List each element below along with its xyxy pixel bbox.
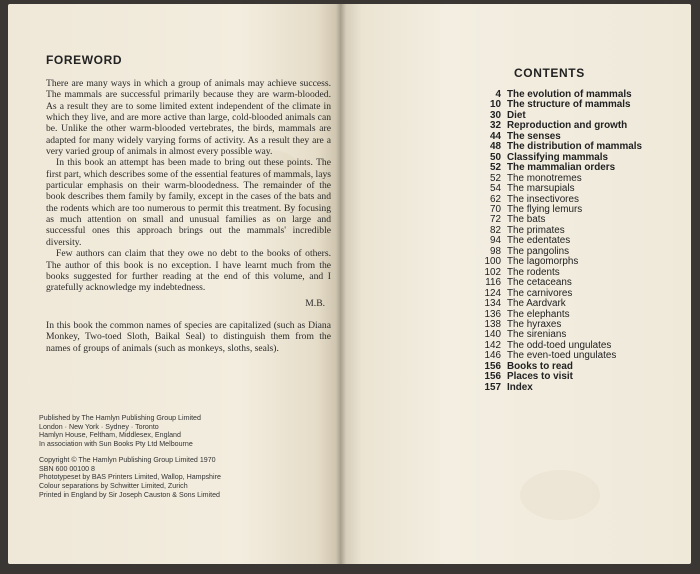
contents-entry-title: The distribution of mammals: [507, 141, 642, 153]
contents-entry-title: The even-toed ungulates: [507, 350, 617, 362]
sbn-line: SBN 600 00100 8: [39, 464, 96, 473]
contents-entry: [463, 299, 683, 309]
contents-entry: [463, 184, 683, 194]
foreword-paragraph: Few authors can claim that they owe no debt to the books of others. The author of this book is no exception. I have learnt much from the books suggested for further reading at the end of this volume, and I gratefully acknowledge my indebtedness.: [46, 248, 331, 294]
copyright-line: Copyright © The Hamlyn Publishing Group Limited 1970: [39, 455, 216, 464]
foreword-body: [46, 78, 331, 354]
contents-entry-title: The evolution of mammals: [507, 89, 632, 100]
contents-page-number: 82: [490, 224, 501, 236]
contents-page-number: 32: [490, 120, 501, 132]
contents-entry-title: The primates: [507, 224, 565, 236]
imprint-line: Printed in England by Sir Joseph Causton & Sons Limited: [39, 490, 220, 499]
contents-page-number: 156: [484, 360, 501, 372]
contents-entry-title: Reproduction and growth: [507, 120, 628, 132]
book-gutter: [336, 4, 346, 564]
foreword-paragraph: There are many ways in which a group of animals may achieve success. The mammals are successful primarily because they are warm-blooded. As a result they are to some limited extent independent of the climate in which they live, and are more active than large, cold-blooded animals can be. Unlike the other warm-blooded vertebrates, the birds, mammals are adapted for many widely varying forms of activity. As a result they are a very varied group of animals in almost every possible way.: [46, 78, 331, 158]
foreword-paragraph: In this book an attempt has been made to bring out these points. The first part, which describes some of the essential features of mammals, lays particular emphasis on their warm-bloodedness. The remainder of the book describes them family by family, except in the cases of the bats and the rodents which are too numerous to permit this treatment. By focusing as much attention on small and unusual families as on large and successful ones this approach brings out the mammals' incredible diversity.: [46, 157, 331, 248]
contents-entry-title: The bats: [507, 214, 546, 226]
contents-entry-title: Diet: [507, 109, 526, 121]
contents-entry-title: The structure of mammals: [507, 99, 631, 111]
contents-title: CONTENTS: [514, 66, 585, 80]
contents-page-number: 98: [490, 245, 501, 257]
contents-page-number: 100: [484, 256, 501, 268]
foreword-title: FOREWORD: [46, 53, 123, 67]
contents-page-number: 102: [484, 266, 501, 278]
contents-page-number: 157: [484, 381, 501, 393]
imprint-line: London · New York · Sydney · Toronto: [39, 422, 159, 431]
contents-entry: [463, 383, 683, 393]
author-signature: M.B.: [305, 297, 325, 309]
imprint-line: Colour separations by Schwitter Limited, Zurich: [39, 481, 188, 490]
contents-page-number: 52: [490, 162, 501, 174]
contents-page-number: 54: [490, 183, 501, 195]
contents-entry-title: Index: [507, 381, 533, 393]
contents-page-number: 138: [484, 318, 501, 330]
contents-page-number: 136: [484, 308, 501, 320]
contents-page-number: 72: [490, 214, 501, 226]
contents-entry-title: The hyraxes: [507, 318, 562, 330]
contents-page-number: 116: [485, 277, 501, 289]
contents-entry-title: The carnivores: [507, 287, 573, 299]
contents-page-number: 156: [484, 371, 501, 383]
publisher-imprint: [39, 414, 299, 499]
contents-entry-title: The edentates: [507, 235, 571, 247]
contents-entry-title: The Aardvark: [507, 298, 566, 310]
contents-page-number: 124: [484, 287, 501, 299]
naming-note: In this book the common names of species are capitalized (such as Diana Monkey, Two-toed Sloth, Baikal Seal) to distinguish them from the names of groups of animals (such as monkeys, sloths, seals).: [46, 319, 331, 354]
imprint-line: In association with Sun Books Pty Ltd Melbourne: [39, 440, 193, 449]
contents-page-number: 44: [490, 130, 501, 142]
contents-entry-title: The senses: [507, 130, 561, 142]
contents-page-number: 70: [490, 203, 501, 215]
contents-entry-title: The monotremes: [507, 172, 582, 184]
contents-list: [463, 90, 683, 393]
contents-page-number: 140: [484, 329, 501, 341]
imprint-line: Published by The Hamlyn Publishing Group Limited: [39, 414, 201, 422]
contents-entry-title: The pangolins: [507, 245, 570, 257]
contents-entry-title: The lagomorphs: [507, 256, 579, 268]
contents-page-number: 142: [484, 339, 501, 351]
contents-entry-title: The odd-toed ungulates: [507, 339, 612, 351]
contents-entry-title: The rodents: [507, 266, 560, 278]
contents-page-number: 94: [490, 235, 501, 247]
contents-page-number: 10: [490, 99, 501, 111]
contents-entry-title: The cetaceans: [507, 277, 572, 289]
contents-entry-title: The flying lemurs: [507, 203, 583, 215]
contents-page-number: 134: [484, 298, 501, 310]
contents-entry-title: The mammalian orders: [507, 162, 616, 174]
contents-page-number: 50: [490, 151, 501, 163]
imprint-line: Phototypeset by BAS Printers Limited, Wallop, Hampshire: [39, 473, 221, 482]
contents-entry-title: The sirenians: [507, 329, 567, 341]
contents-page-number: 146: [484, 350, 501, 362]
contents-entry-title: Books to read: [507, 360, 573, 372]
contents-entry-title: Places to visit: [507, 371, 573, 383]
contents-page-number: 52: [490, 172, 501, 184]
contents-page-number: 4: [495, 89, 501, 100]
contents-page-number: 62: [490, 193, 501, 205]
contents-page-number: 48: [490, 141, 501, 153]
imprint-line: Hamlyn House, Feltham, Middlesex, England: [39, 431, 181, 440]
contents-entry-title: Classifying mammals: [507, 151, 608, 163]
contents-entry-title: The marsupials: [507, 183, 575, 195]
contents-entry-title: The elephants: [507, 308, 570, 320]
contents-page-number: 30: [490, 109, 501, 121]
contents-entry-title: The insectivores: [507, 193, 579, 205]
